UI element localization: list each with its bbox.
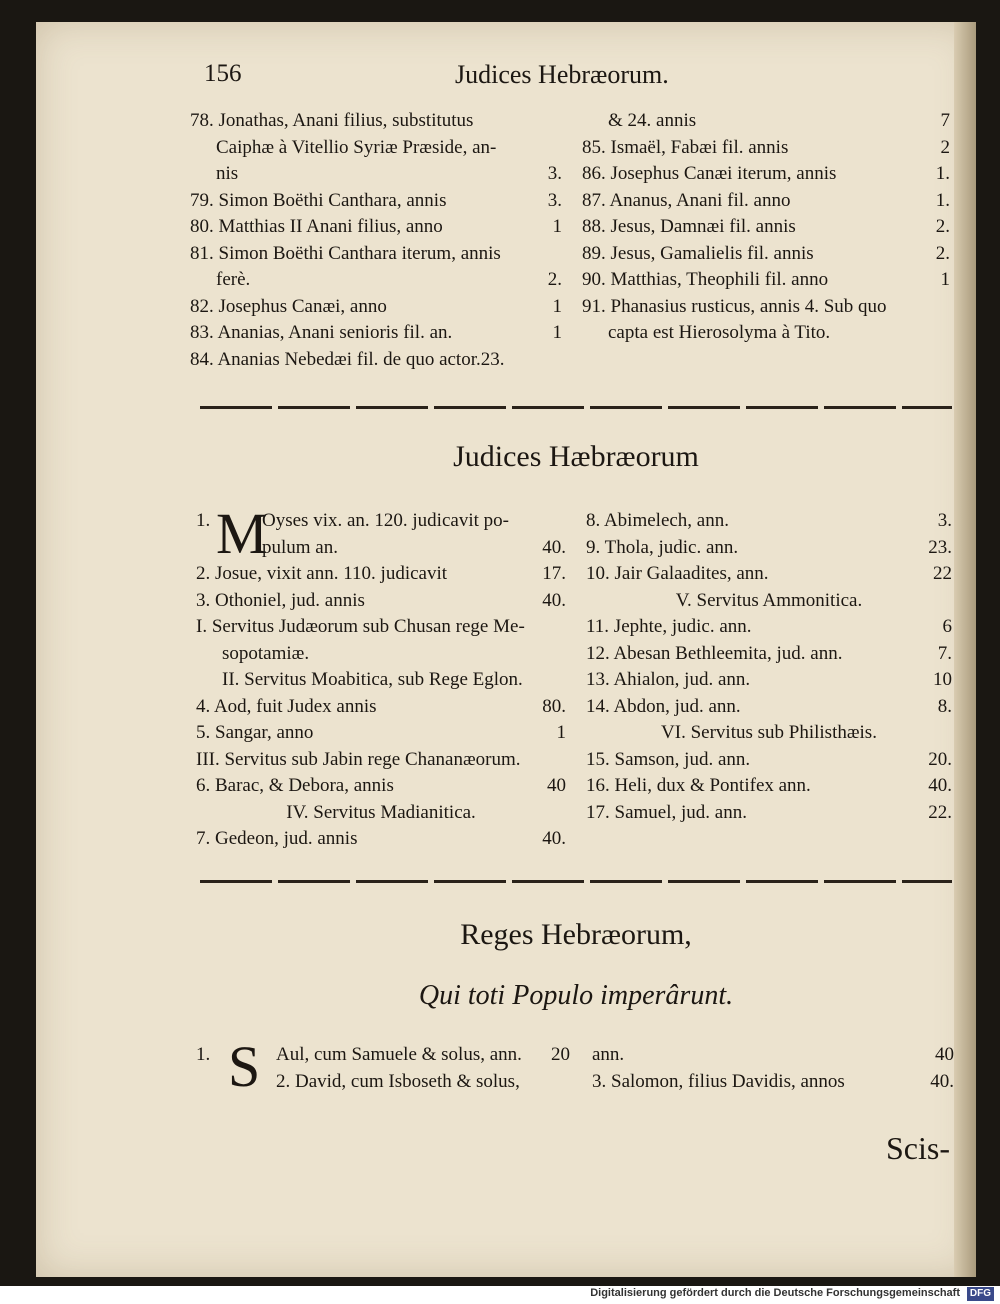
entry-number: 40.: [542, 589, 566, 611]
entry-line: [582, 188, 950, 215]
reges-left-column: [196, 1042, 570, 1095]
footer-credit: Digitalisierung gefördert durch die Deutsche Forschungsgemeinschaft: [590, 1287, 960, 1299]
entry-text: 79. Simon Boëthi Canthara, annis: [190, 189, 447, 211]
running-head: [200, 60, 920, 96]
entry-text: III. Servitus sub Jabin rege Chananæorum.: [196, 748, 521, 770]
entry-line: [582, 161, 950, 188]
entry-text: Oyses vix. an. 120. judicavit po-: [262, 510, 509, 531]
entry-line: [196, 694, 566, 721]
entry-text: 9. Thola, judic. ann.: [586, 536, 739, 558]
entry-line: [190, 267, 562, 294]
entry-text: VI. Servitus sub Philisthæis.: [661, 722, 877, 743]
entry-number: 1: [552, 295, 562, 317]
entry-line: [196, 508, 566, 535]
judices-heading: Judices Hæbræorum: [453, 440, 699, 473]
entry-line: [196, 826, 566, 853]
entry-line: [586, 535, 952, 562]
entry-number: 80.: [542, 695, 566, 717]
entry-text: 81. Simon Boëthi Canthara iterum, annis: [190, 242, 501, 264]
entry-text: 12. Abesan Bethleemita, jud. ann.: [586, 642, 843, 664]
entry-number: 40.: [542, 828, 566, 849]
entry-number: 3.: [547, 189, 562, 211]
entry-number: 2: [940, 136, 950, 158]
entry-line: [190, 294, 562, 321]
entry-number: 40.: [928, 775, 952, 796]
entry-text: 83. Ananias, Anani senioris fil. an.: [190, 322, 453, 343]
reges-subheading: Qui toti Populo imperârunt.: [418, 980, 734, 1011]
entry-line: [196, 747, 566, 774]
entry-text: 84. Ananias Nebedæi fil. de quo actor.23.: [190, 348, 505, 370]
entry-line: [586, 641, 952, 668]
entry-text: & 24. annis: [608, 110, 697, 131]
entry-text: 2. Josue, vixit ann. 110. judicavit: [196, 563, 448, 584]
reges-first-number: 1.: [196, 1044, 211, 1065]
entry-line: [196, 535, 566, 562]
entry-line: [592, 1042, 954, 1069]
entry-text: 17. Samuel, jud. ann.: [586, 801, 747, 823]
entry-number: 2.: [935, 216, 950, 237]
entry-text: 6. Barac, & Debora, annis: [196, 775, 394, 796]
reges-heading: Reges Hebræorum,: [460, 918, 692, 951]
entry-number: 40: [935, 1044, 954, 1065]
entry-line: [582, 108, 950, 135]
entry-number: 7: [940, 110, 950, 131]
entry-line: [196, 667, 566, 694]
entry-text: 89. Jesus, Gamalielis fil. annis: [582, 242, 814, 264]
entry-text: II. Servitus Moabitica, sub Rege Eglon.: [222, 669, 523, 690]
entry-text: 10. Jair Galaadites, ann.: [586, 563, 769, 584]
page-number: 156: [204, 60, 242, 87]
entry-line: [190, 214, 562, 241]
entry-line: [196, 561, 566, 588]
entry-text: sopotamiæ.: [222, 642, 310, 664]
entry-line: [592, 1069, 954, 1096]
entry-line: [196, 1042, 570, 1069]
entry-text: 80. Matthias II Anani filius, anno: [190, 216, 443, 237]
entry-text: Caiphæ à Vitellio Syriæ Præside, an-: [216, 136, 497, 158]
entry-text: ann.: [592, 1044, 625, 1065]
entry-text: 7. Gedeon, jud. annis: [196, 828, 358, 849]
section-rule: [200, 406, 952, 409]
entry-line: [196, 773, 566, 800]
catchword: Scis-: [886, 1130, 950, 1166]
entry-number: 3.: [547, 163, 562, 184]
entry-line: [586, 720, 952, 747]
entry-text: 90. Matthias, Theophili fil. anno: [582, 269, 829, 290]
entry-number: 2.: [935, 242, 950, 264]
entry-text: 14. Abdon, jud. ann.: [586, 695, 741, 717]
entry-text: 2. David, cum Isboseth & solus,: [276, 1070, 520, 1092]
entry-number: 22: [933, 563, 952, 584]
entry-text: 87. Ananus, Anani fil. anno: [582, 189, 791, 211]
entry-text: 3. Salomon, filius Davidis, annos: [592, 1070, 845, 1092]
entry-text: 88. Jesus, Damnæi fil. annis: [582, 216, 796, 237]
entry-number: 2.: [547, 269, 562, 290]
entry-line: [190, 347, 562, 374]
entry-text: Aul, cum Samuele & solus, ann.: [276, 1044, 522, 1065]
entry-line: [196, 800, 566, 827]
entry-line: [190, 188, 562, 215]
entry-number: 40: [547, 775, 566, 796]
entry-number: 23.: [928, 536, 952, 558]
entry-line: [582, 294, 950, 321]
entry-line: [586, 561, 952, 588]
top-right-column: [582, 108, 950, 347]
entry-line: [586, 747, 952, 774]
entry-line: [196, 641, 566, 668]
entry-text: 5. Sangar, anno: [196, 722, 314, 743]
reges-right-column: [592, 1042, 954, 1095]
entry-text: pulum an.: [262, 536, 338, 558]
entry-text: 91. Phanasius rusticus, annis 4. Sub quo: [582, 295, 887, 317]
judices-left-column: [196, 508, 566, 853]
reges-dropcap: S: [228, 1034, 261, 1099]
entry-line: [196, 588, 566, 615]
entry-text: 16. Heli, dux & Pontifex ann.: [586, 775, 811, 796]
section-rule-2: [200, 880, 952, 883]
entry-text: nis: [216, 163, 239, 184]
entry-text: 82. Josephus Canæi, anno: [190, 295, 387, 317]
entry-number: 3.: [937, 510, 952, 531]
entry-line: [582, 267, 950, 294]
entry-line: [586, 800, 952, 827]
entry-line: [582, 135, 950, 162]
entry-text: 13. Ahialon, jud. ann.: [586, 669, 751, 690]
entry-line: [190, 241, 562, 268]
entry-number: 22.: [928, 801, 952, 823]
entry-text: 15. Samson, jud. ann.: [586, 748, 751, 770]
entry-text: ferè.: [216, 269, 251, 290]
entry-line: [582, 214, 950, 241]
entry-number: 40.: [930, 1070, 954, 1092]
entry-text: 11. Jephte, judic. ann.: [586, 616, 752, 637]
entry-text: IV. Servitus Madianitica.: [286, 801, 476, 823]
entry-number: 1: [556, 722, 566, 743]
entry-number: 20.: [928, 748, 952, 770]
entry-line: [586, 614, 952, 641]
entry-line: [586, 773, 952, 800]
entry-line: [196, 1069, 570, 1096]
entry-number: 1: [552, 216, 562, 237]
entry-text: 86. Josephus Canæi iterum, annis: [582, 163, 837, 184]
entry-line: [190, 135, 562, 162]
entry-line: [582, 320, 950, 347]
entry-line: [586, 694, 952, 721]
entry-line: [190, 161, 562, 188]
entry-number: 1: [940, 269, 950, 290]
page-spine-edge: [954, 22, 976, 1277]
entry-text: 4. Aod, fuit Judex annis: [196, 695, 377, 717]
judices-right-column: [586, 508, 952, 826]
entry-text: 3. Othoniel, jud. annis: [196, 589, 365, 611]
entry-number: 1: [552, 322, 562, 343]
entry-number: 20: [551, 1044, 570, 1065]
entry-text: 85. Ismaël, Fabæi fil. annis: [582, 136, 789, 158]
entry-text: I. Servitus Judæorum sub Chusan rege Me-: [196, 616, 525, 637]
entry-line: [190, 320, 562, 347]
entry-line: [582, 241, 950, 268]
entry-number: 40.: [542, 536, 566, 558]
entry-number: 8.: [937, 695, 952, 717]
entry-number: 7.: [937, 642, 952, 664]
entry-text: 78. Jonathas, Anani filius, substitutus: [190, 110, 474, 131]
top-left-column: [190, 108, 562, 373]
entry-number: 1.: [935, 189, 950, 211]
judices-first-number: 1.: [196, 510, 211, 531]
entry-text: 8. Abimelech, ann.: [586, 510, 729, 531]
entry-number: 6: [942, 616, 952, 637]
entry-line: [196, 614, 566, 641]
entry-text: capta est Hierosolyma à Tito.: [608, 322, 831, 343]
entry-number: 1.: [935, 163, 950, 184]
entry-line: [190, 108, 562, 135]
entry-text: V. Servitus Ammonitica.: [675, 589, 863, 611]
dfg-logo: DFG: [967, 1287, 994, 1301]
judices-dropcap: M: [216, 501, 268, 566]
entry-line: [586, 667, 952, 694]
running-title: Judices Hebræorum.: [455, 60, 669, 89]
entry-line: [586, 508, 952, 535]
entry-line: [196, 720, 566, 747]
entry-number: 10: [933, 669, 952, 690]
entry-number: 17.: [542, 563, 566, 584]
entry-line: [586, 588, 952, 615]
